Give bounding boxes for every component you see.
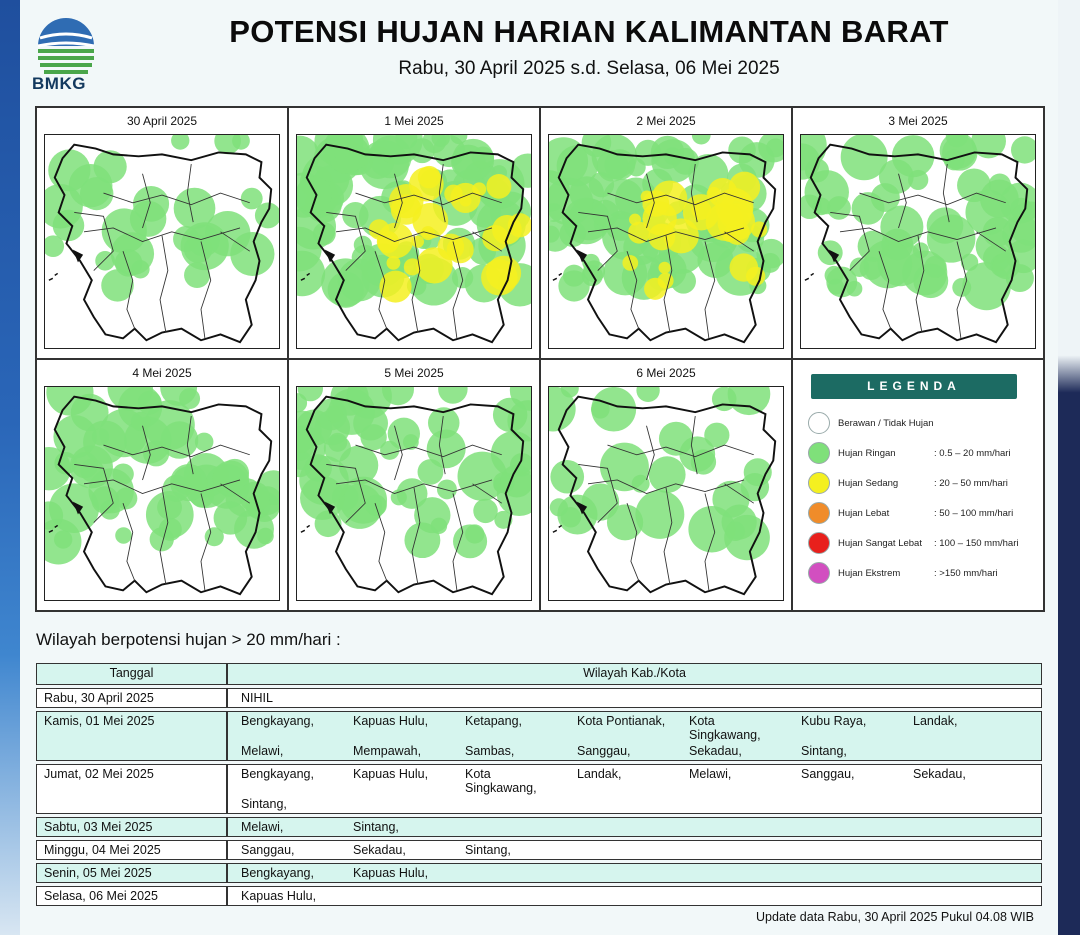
map-panel (288, 359, 540, 611)
rain-area (130, 201, 166, 237)
region-name: Sekadau, (689, 744, 742, 758)
rain-area (205, 527, 224, 546)
rain-area (324, 435, 351, 462)
district-border (160, 236, 168, 333)
region-name: Ketapang, (465, 714, 522, 728)
rain-area (418, 166, 441, 189)
left-edge-decoration (0, 0, 22, 935)
map-panel (540, 359, 792, 611)
row-regions (227, 764, 1042, 814)
rain-area (712, 387, 737, 411)
rain-area (453, 524, 487, 558)
region-name: Mempawah, (353, 744, 422, 758)
map-panel (288, 107, 540, 359)
region-name: Kapuas Hulu, (353, 767, 429, 781)
rain-map (296, 386, 532, 601)
rain-area (369, 219, 390, 239)
table-row (36, 817, 1042, 837)
logo-text: BMKG (32, 74, 86, 93)
rain-area (725, 522, 745, 541)
rain-area (927, 207, 964, 243)
rain-area (486, 174, 511, 199)
map-panel (36, 359, 288, 611)
legend-range: : 20 – 50 mm/hari (934, 477, 1008, 489)
map-date: 1 Mei 2025 (384, 114, 444, 128)
region-name: Landak, (913, 714, 958, 728)
row-regions (227, 688, 1042, 708)
region-name: Sambas, (465, 744, 515, 758)
map-grid (35, 106, 1045, 612)
legend-range: : 50 – 100 mm/hari (934, 507, 1014, 519)
rain-area (53, 415, 96, 458)
legend-label: Hujan Ringan (838, 447, 896, 459)
rain-area (486, 256, 521, 291)
regions-table (36, 660, 1042, 909)
rain-area (138, 391, 162, 415)
region-name: Bengkayang, (241, 714, 314, 728)
row-regions (227, 817, 1042, 837)
rain-area (704, 423, 729, 448)
rain-area (315, 510, 342, 537)
region-name: Kota Singkawang, (689, 714, 761, 742)
rain-area (414, 497, 450, 533)
rain-area (115, 527, 132, 543)
rain-area (171, 135, 189, 150)
row-regions (227, 711, 1042, 761)
rain-area (649, 456, 686, 493)
rain-area (444, 185, 462, 203)
rain-map (548, 134, 784, 349)
region-name: Sintang, (465, 843, 511, 857)
region-name: Melawi, (241, 744, 284, 758)
rain-area (847, 281, 863, 297)
legend-range: : 100 – 150 mm/hari (934, 537, 1019, 549)
rain-area (379, 271, 411, 303)
row-regions (227, 886, 1042, 906)
right-edge-decoration (1058, 0, 1080, 935)
region-name: Bengkayang, (241, 866, 314, 880)
legend-label: Hujan Sedang (838, 477, 899, 489)
rain-area (636, 387, 659, 402)
update-note: Update data Rabu, 30 April 2025 Pukul 04.08 WIB (756, 910, 1034, 924)
legend-panel (792, 359, 1044, 611)
rain-area (472, 182, 486, 196)
table-row (36, 688, 1042, 708)
rain-area (257, 528, 274, 545)
legend-range: : >150 mm/hari (934, 567, 998, 579)
rain-area (241, 188, 263, 210)
legend-item (808, 472, 1008, 494)
rain-area (353, 406, 388, 441)
row-date: Senin, 05 Mei 2025 (36, 863, 227, 883)
map-date: 5 Mei 2025 (384, 366, 444, 380)
map-date: 6 Mei 2025 (636, 366, 696, 380)
map-panel (540, 107, 792, 359)
rain-map (548, 386, 784, 601)
region-name: Sekadau, (913, 767, 966, 781)
rain-area (391, 194, 422, 224)
rain-area (591, 200, 618, 227)
legend-label: Hujan Sangat Lebat (838, 537, 922, 549)
legend-swatch (808, 472, 830, 494)
legend-label: Berawan / Tidak Hujan (838, 417, 934, 429)
rain-area (629, 214, 641, 226)
page-title: POTENSI HUJAN HARIAN KALIMANTAN BARAT (229, 14, 949, 49)
table-row (36, 840, 1042, 860)
rain-area (716, 188, 754, 226)
rain-area (993, 252, 1020, 279)
page-subtitle: Rabu, 30 April 2025 s.d. Selasa, 06 Mei 2025 (398, 58, 780, 79)
row-date: Selasa, 06 Mei 2025 (36, 886, 227, 906)
rain-area (438, 387, 467, 404)
region-name: Sekadau, (353, 843, 406, 857)
rain-area (388, 418, 420, 450)
rain-area (387, 256, 401, 270)
region-name: Sintang, (353, 820, 399, 834)
rain-map (44, 386, 280, 601)
region-name: Melawi, (241, 820, 284, 834)
legend-item (808, 562, 998, 584)
legend-item (808, 532, 1019, 554)
legend-label: Hujan Lebat (838, 507, 890, 519)
map-panel (36, 107, 288, 359)
table-row (36, 886, 1042, 906)
row-date: Jumat, 02 Mei 2025 (36, 764, 227, 814)
rain-area (728, 136, 756, 163)
region-name: Bengkayang, (241, 767, 314, 781)
legend-swatch (808, 412, 830, 434)
row-date: Minggu, 04 Mei 2025 (36, 840, 227, 860)
table-row (36, 863, 1042, 883)
rain-area (557, 495, 597, 535)
rain-area (635, 490, 684, 539)
rain-area (54, 530, 72, 548)
col-regions-header: Wilayah Kab./Kota (227, 663, 1042, 685)
rain-area (1011, 136, 1035, 163)
regions-heading: Wilayah berpotensi hujan > 20 mm/hari : (36, 630, 341, 649)
legend-item (808, 412, 934, 434)
legend-item (808, 442, 1011, 464)
rain-area (473, 499, 498, 523)
region-name: Sanggau, (577, 744, 631, 758)
legend-swatch (808, 502, 830, 524)
rain-map (296, 134, 532, 349)
legend-range: : 0.5 – 20 mm/hari (934, 447, 1011, 459)
map-date: 4 Mei 2025 (132, 366, 192, 380)
rain-area (412, 235, 424, 247)
rain-area (692, 135, 711, 145)
rain-area (591, 387, 636, 432)
rain-area (80, 177, 113, 210)
table-row (36, 711, 1042, 761)
row-date: Sabtu, 03 Mei 2025 (36, 817, 227, 837)
rain-area (550, 460, 584, 493)
rain-map (44, 134, 280, 349)
region-name: Sintang, (801, 744, 847, 758)
map-panel (792, 107, 1044, 359)
row-regions (227, 863, 1042, 883)
col-date-header: Tanggal (36, 663, 227, 685)
rain-area (643, 201, 677, 235)
region-name: Landak, (577, 767, 622, 781)
rain-area (101, 269, 134, 301)
rain-area (659, 262, 671, 274)
region-name: Kota Pontianak, (577, 714, 666, 728)
region-name: Kapuas Hulu, (241, 889, 317, 903)
region-name: Sintang, (241, 797, 287, 811)
forecast-poster (20, 0, 1058, 935)
legend-item (808, 502, 1013, 524)
legend-swatch (808, 532, 830, 554)
region-name: NIHIL (241, 691, 273, 705)
rain-area (871, 183, 900, 212)
rain-area (908, 170, 928, 190)
region-name: Kota Singkawang, (465, 767, 537, 795)
map-date: 3 Mei 2025 (888, 114, 948, 128)
region-name: Kubu Raya, (801, 714, 867, 728)
map-date: 30 April 2025 (126, 114, 198, 128)
rain-area (683, 194, 720, 230)
map-date: 2 Mei 2025 (636, 114, 696, 128)
legend-label: Hujan Ekstrem (838, 567, 901, 579)
rain-area (131, 412, 151, 431)
rain-area (658, 273, 674, 289)
rain-area (159, 518, 182, 541)
row-regions (227, 840, 1042, 860)
rain-area (472, 146, 494, 168)
table-row (36, 764, 1042, 814)
rain-area (562, 210, 580, 228)
region-name: Kapuas Hulu, (353, 866, 429, 880)
region-name: Melawi, (689, 767, 732, 781)
rain-area (230, 232, 274, 276)
legend-swatch (808, 442, 830, 464)
rain-map (800, 134, 1036, 349)
region-name: Kapuas Hulu, (353, 714, 429, 728)
regions-table-body (36, 688, 1042, 906)
rain-area (91, 486, 119, 513)
rain-area (600, 443, 649, 492)
rain-area (418, 459, 444, 485)
row-date: Kamis, 01 Mei 2025 (36, 711, 227, 761)
rain-area (924, 256, 946, 278)
rain-area (827, 196, 851, 220)
rain-area (179, 388, 200, 409)
region-name: Sanggau, (241, 843, 295, 857)
legend-title: LEGENDA (811, 374, 1017, 399)
rain-area (622, 255, 638, 271)
row-date: Rabu, 30 April 2025 (36, 688, 227, 708)
region-name: Sanggau, (801, 767, 855, 781)
legend-swatch (808, 562, 830, 584)
rain-area (297, 176, 332, 212)
rain-area (635, 140, 661, 166)
